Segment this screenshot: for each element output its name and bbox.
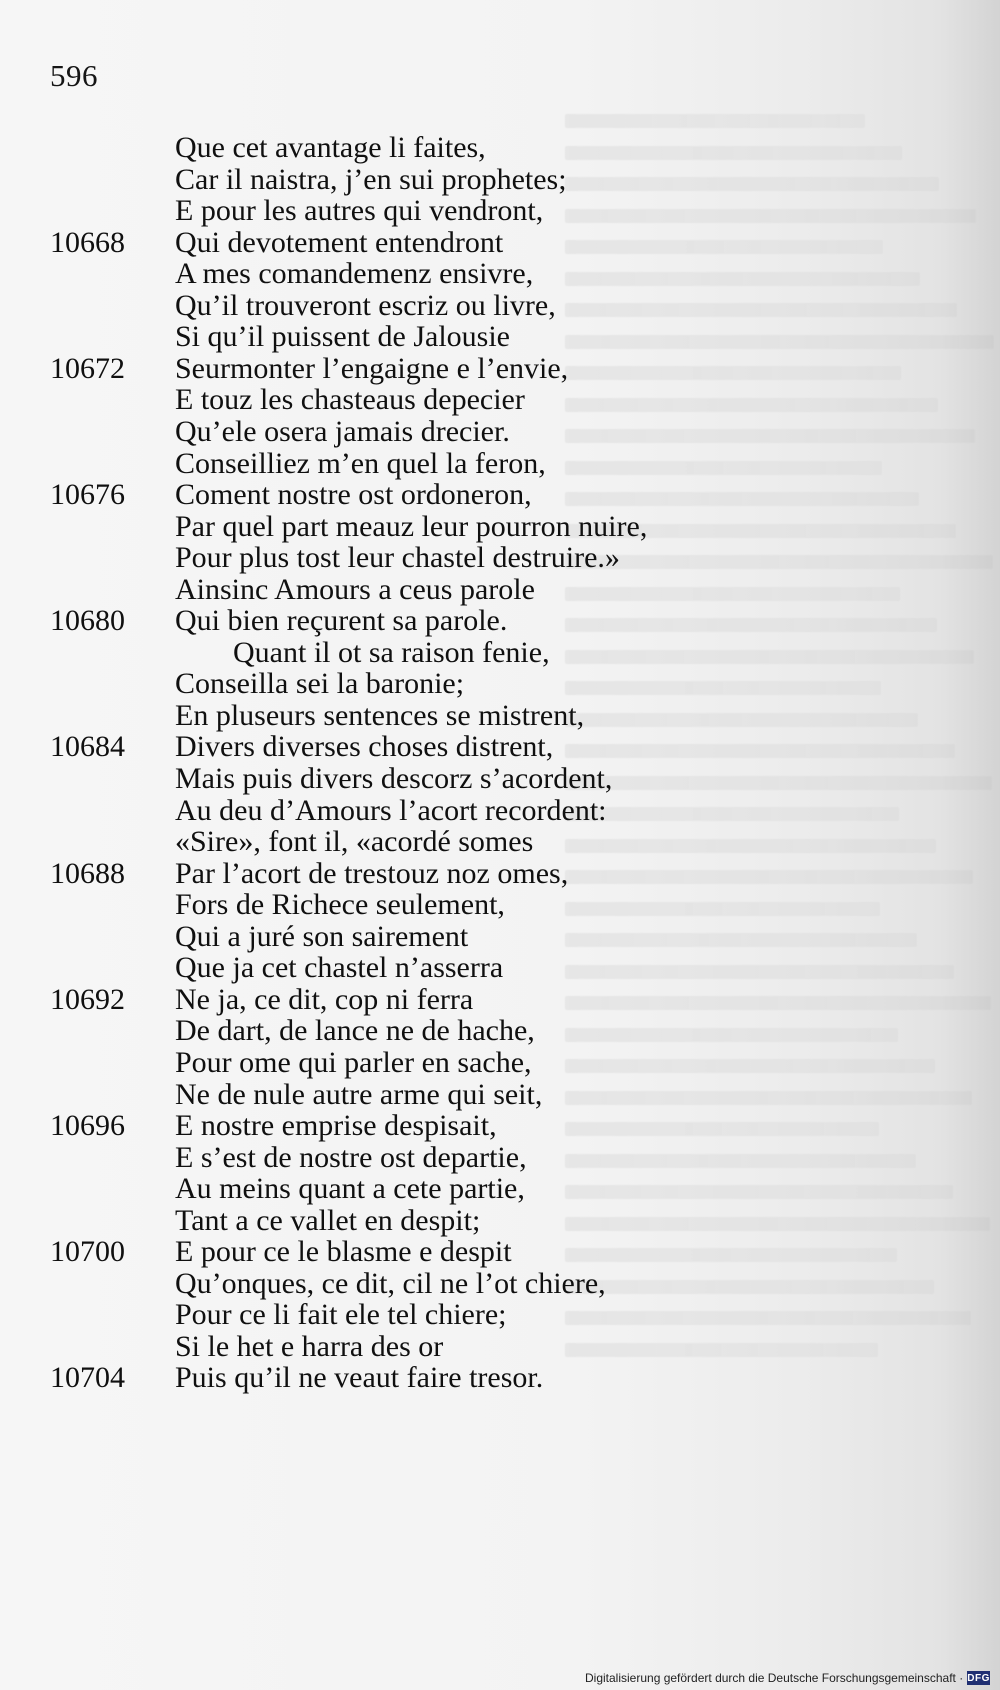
footer-credit: Digitalisierung gefördert durch die Deutsche Forschungsgemeinschaft · — [585, 1671, 964, 1685]
verse-line: De dart, de lance ne de hache, — [175, 1014, 535, 1048]
verse-line: Si le het e harra des or — [175, 1329, 444, 1363]
verse-line: «Sire», font il, «acordé somes — [175, 825, 534, 859]
verse-line: Fors de Richece seulement, — [175, 888, 505, 922]
verse-line: Qu’il trouveront escriz ou livre, — [175, 288, 556, 322]
verse-line: Divers diverses choses distrent, — [175, 730, 554, 764]
digitization-footer — [585, 1668, 990, 1688]
verse-line: Conseilliez m’en quel la feron, — [175, 446, 546, 480]
verse-line: Par quel part meauz leur pourron nuire, — [175, 509, 648, 543]
verse-line: A mes comandemenz ensivre, — [175, 257, 534, 291]
verse-line: Au meins quant a cete partie, — [175, 1172, 525, 1206]
verse-line: Coment nostre ost ordoneron, — [175, 478, 532, 512]
verse-line-number: 10696 — [50, 1109, 125, 1143]
verse-line: Si qu’il puissent de Jalousie — [175, 320, 510, 354]
verse-line-number: 10684 — [50, 730, 125, 764]
verse-line: Seurmonter l’engaigne e l’envie, — [175, 351, 569, 385]
verse-line: Puis qu’il ne veaut faire tresor. — [175, 1361, 544, 1395]
verse-line-number: 10700 — [50, 1235, 125, 1269]
verse-line: E pour les autres qui vendront, — [175, 194, 544, 228]
verse-line-number: 10688 — [50, 856, 125, 890]
verse-line-number: 10676 — [50, 478, 125, 512]
verse-line: E touz les chasteaus depecier — [175, 383, 525, 417]
verse-line: Mais puis divers descorz s’acordent, — [175, 762, 613, 795]
verse-line: En pluseurs sentences se mistrent, — [175, 698, 585, 732]
verse-line: Pour ce li fait ele tel chiere; — [175, 1298, 507, 1332]
verse-line-number: 10680 — [50, 604, 125, 638]
verse-line-number: 10668 — [50, 225, 125, 259]
verse-line: Qu’ele osera jamais drecier. — [175, 414, 510, 448]
verse-line: Ne ja, ce dit, cop ni ferra — [175, 982, 474, 1016]
verse-line: Qu’onques, ce dit, cil ne l’ot chiere, — [175, 1266, 606, 1300]
verse-line: Pour ome qui parler en sache, — [175, 1045, 532, 1079]
verse-line: Qui devotement entendront — [175, 225, 504, 259]
verse-line: Qui a juré son sairement — [175, 919, 469, 953]
verse-line: Ainsinc Amours a ceus parole — [175, 572, 535, 606]
verse-line: Car il naistra, j’en sui prophetes; — [175, 162, 567, 196]
verse-line: Par l’acort de trestouz noz omes, — [175, 856, 569, 890]
verse-line-number: 10672 — [50, 351, 125, 385]
verse-line: E pour ce le blasme e despit — [175, 1235, 512, 1269]
dfg-logo: DFG — [967, 1672, 990, 1684]
verse-line: Pour plus tost leur chastel destruire.» — [175, 541, 620, 575]
verse-line: Tant a ce vallet en despit; — [175, 1203, 481, 1237]
verse-line: Conseilla sei la baronie; — [175, 667, 465, 701]
verse-line: Quant il ot sa raison fenie, — [233, 635, 550, 669]
verse-line: E nostre emprise despisait, — [175, 1109, 497, 1143]
verse-line-number: 10704 — [50, 1361, 125, 1395]
verse-line: Que cet avantage li faites, — [175, 131, 486, 164]
verse-line: E s’est de nostre ost departie, — [175, 1140, 527, 1174]
verse-line: Qui bien reçurent sa parole. — [175, 604, 508, 638]
page-number: 596 — [50, 58, 98, 93]
verse-line: Que ja cet chastel n’asserra — [175, 951, 504, 985]
verse-line: Au deu d’Amours l’acort recordent: — [175, 793, 607, 827]
verse-line-number: 10692 — [50, 982, 125, 1016]
verse-line: Ne de nule autre arme qui seit, — [175, 1077, 543, 1111]
